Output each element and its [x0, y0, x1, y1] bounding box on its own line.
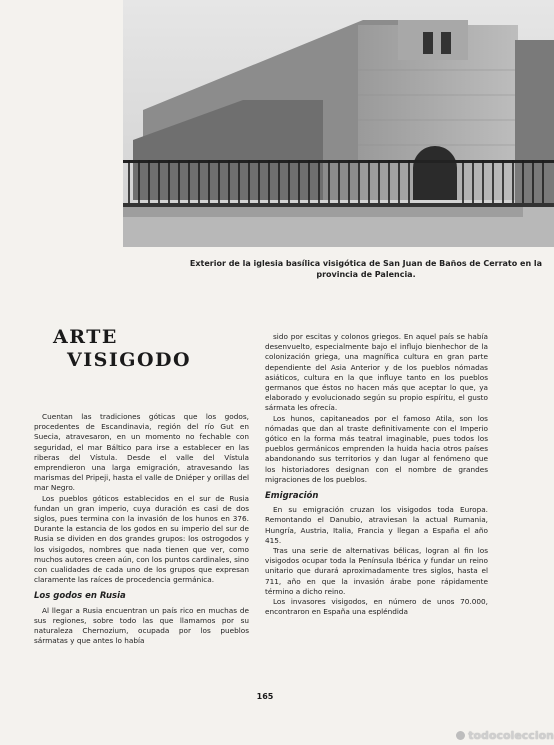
article-title [40, 326, 250, 372]
title-line-1: ARTE [53, 326, 118, 348]
page-number: 165 [256, 692, 274, 701]
left-paragraph-1: Cuentan las tradiciones góticas que los godos, procedentes de Escandinavia, región del río Gut en Suecia, atravesaron, en un momento no fechable con seguridad, el mar Báltico para irse a establecer en las riberas del Vístula. Desde el valle del Vístula emprendieron una larga emigración, atravesando las marismas del Pripeji, hasta el valle de Dniéper y orillas del mar Negro. [34, 412, 249, 493]
left-column [34, 412, 249, 646]
right-paragraph-1: sido por escitas y colonos griegos. En aquel país se había desenvuelto, especialmente bajo el influjo bienhechor de la colonización griega, una magnífica cultura en gran parte dependiente del Asia Anterior y de los pueblos nómadas asiáticos, cultura en la que influye tanto en los pueblos germanos que éstos no hacen más que aceptar lo que, ya elaborado y evolucionado según su propio espíritu, el gusto sármata les ofrecía. [265, 332, 488, 413]
right-paragraph-3: En su emigración cruzan los visigodos toda Europa. Remontando el Danubio, atraviesan la actual Rumania, Hungría, Austria, Italia, Francia y llegan a España el año 415. [265, 505, 488, 545]
watermark [378, 726, 554, 744]
right-paragraph-5: Los invasores visigodos, en número de unos 70.000, encontraron en España una espléndida [265, 597, 488, 617]
left-paragraph-3: Al llegar a Rusia encuentran un país rico en muchas de sus regiones, sobre todo las que llamamos por su naturaleza Chernozium, ocupada por los pueblos sármatas y que antes lo había [34, 605, 249, 646]
subhead-godos-en-rusia: Los godos en Rusia [34, 591, 126, 602]
church-illustration [123, 0, 554, 247]
left-paragraph-2: Los pueblos góticos establecidos en el sur de Rusia fundan un gran imperio, cuya duración es casi de dos siglos, pues termina con la invasión de los hunos en 376. Durante la estancia de los godos en su imperio del sur de Rusia se dividen en dos grandes grupos: los ostrogodos y los visigodos, nombres que nada tienen que ver, como muchos autores creen aún, con los puntos cardinales, sino con cualidades de cada uno de los grupos que expresan claramente las raíces de procedencia germánica. [34, 493, 249, 585]
watermark-dot-icon [456, 731, 465, 740]
photo-caption: Exterior de la iglesia basílica visigótica de San Juan de Baños de Cerrato en la provincia de Palencia. [189, 259, 543, 279]
title-line-2: VISIGODO [67, 349, 192, 371]
right-column [265, 332, 488, 617]
subhead-emigracion: Emigración [265, 491, 319, 502]
right-paragraph-2: Los hunos, capitaneados por el famoso Atila, son los nómadas que dan al traste definitivamente con el Imperio gótico en la forma más teatral imaginable, pues todos los pueblos germánicos emprenden la huida hacia otros países abandonando sus territorios y dan lugar al fenómeno que los historiadores designan con el nombre de grandes migraciones de los pueblos. [265, 413, 488, 484]
watermark-text: todocoleccion [468, 728, 554, 742]
right-paragraph-4: Tras una serie de alternativas bélicas, logran al fin los visigodos ocupar toda la Península Ibérica y fundar un reino unitario que durará aproximadamente tres siglos, hasta el 711, año en que la invasión árabe pone rápidamente término a dicho reino. [265, 546, 488, 596]
church-photo [123, 0, 554, 247]
